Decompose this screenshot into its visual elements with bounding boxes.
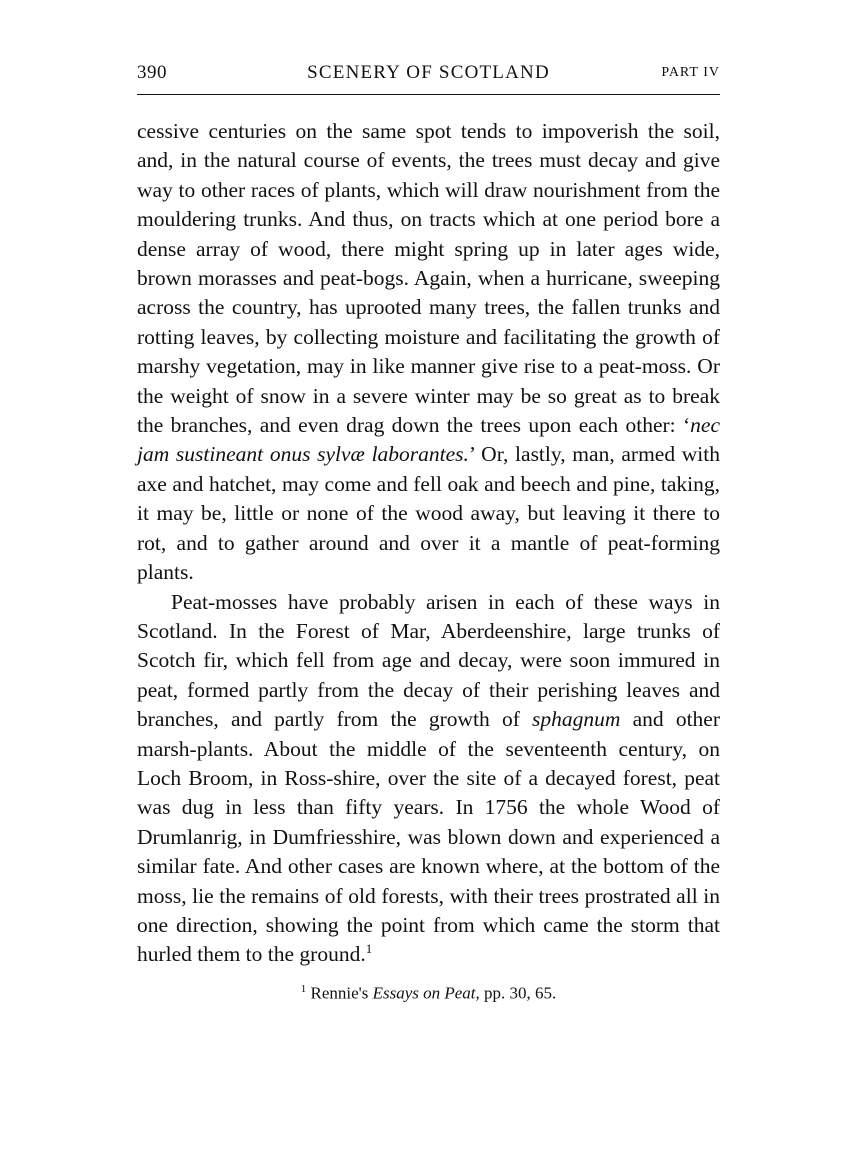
body-text	[137, 117, 720, 970]
paragraph-1-text-b: ’ Or, lastly, man, armed with axe and hatchet, may come and fell oak and beech and pine, taking, it may be, little or none of the wood away, but leaving it there to rot, and to gather around and over it a mantle of peat-forming plants.	[137, 442, 720, 585]
part-label: PART IV	[661, 65, 720, 80]
page-number: 390	[137, 62, 167, 83]
paragraph-1-text-a: cessive centuries on the same spot tends to impoverish the soil, and, in the natural course of events, the trees must decay and give way to other races of plants, which will draw nourishment from the mouldering trunks. And thus, on tracts which at one period bore a dense array of wood, there might spring up in later ages wide, brown morasses and peat-bogs. Again, when a hurricane, sweeping across the country, has uprooted many trees, the fallen trunks and rotting leaves, by collecting moisture and facilitating the growth of marshy vegetation, may in like manner give rise to a peat-moss. Or the weight of snow in a severe winter may be so great as to break the branches, and even drag down the trees upon each other: ‘	[137, 119, 720, 438]
paragraph-2	[137, 588, 720, 970]
footnote-marker: 1	[300, 982, 307, 995]
footnote-text-a: Rennie's	[306, 983, 373, 1003]
header-rule	[137, 94, 720, 95]
paragraph-1	[137, 117, 720, 588]
footnote-reference[interactable]: 1	[365, 941, 373, 957]
latin-quote: nec jam sustineant onus sylvæ laborantes.	[137, 413, 720, 467]
book-page	[137, 60, 720, 1004]
footnote-book-title: Essays on Peat	[372, 983, 476, 1003]
running-header	[137, 60, 720, 94]
paragraph-2-text-b: and other marsh-plants. About the middle of the seventeenth century, on Loch Broom, in Ross-shire, over the site of a decayed forest, peat was dug in less than fifty years. In 1756 the whole Wood of Drumlanrig, in Dumfriesshire, was blown down and experienced a similar fate. And other cases are known where, at the bottom of the moss, lie the remains of old forests, with their trees prostrated all in one direction, showing the point from which came the storm that hurled them to the ground.	[137, 707, 720, 967]
running-title: SCENERY OF SCOTLAND	[307, 62, 550, 83]
footnote-text-b: , pp. 30, 65.	[475, 983, 557, 1003]
paragraph-2-text-a: Peat-mosses have probably arisen in each of these ways in Scotland. In the Forest of Mar, Aberdeenshire, large trunks of Scotch fir, which fell from age and decay, were soon immured in peat, formed partly from the decay of their perishing leaves and branches, and partly from the growth of	[137, 589, 720, 732]
footnote	[137, 978, 720, 1005]
sphagnum-italic: sphagnum	[532, 707, 621, 732]
